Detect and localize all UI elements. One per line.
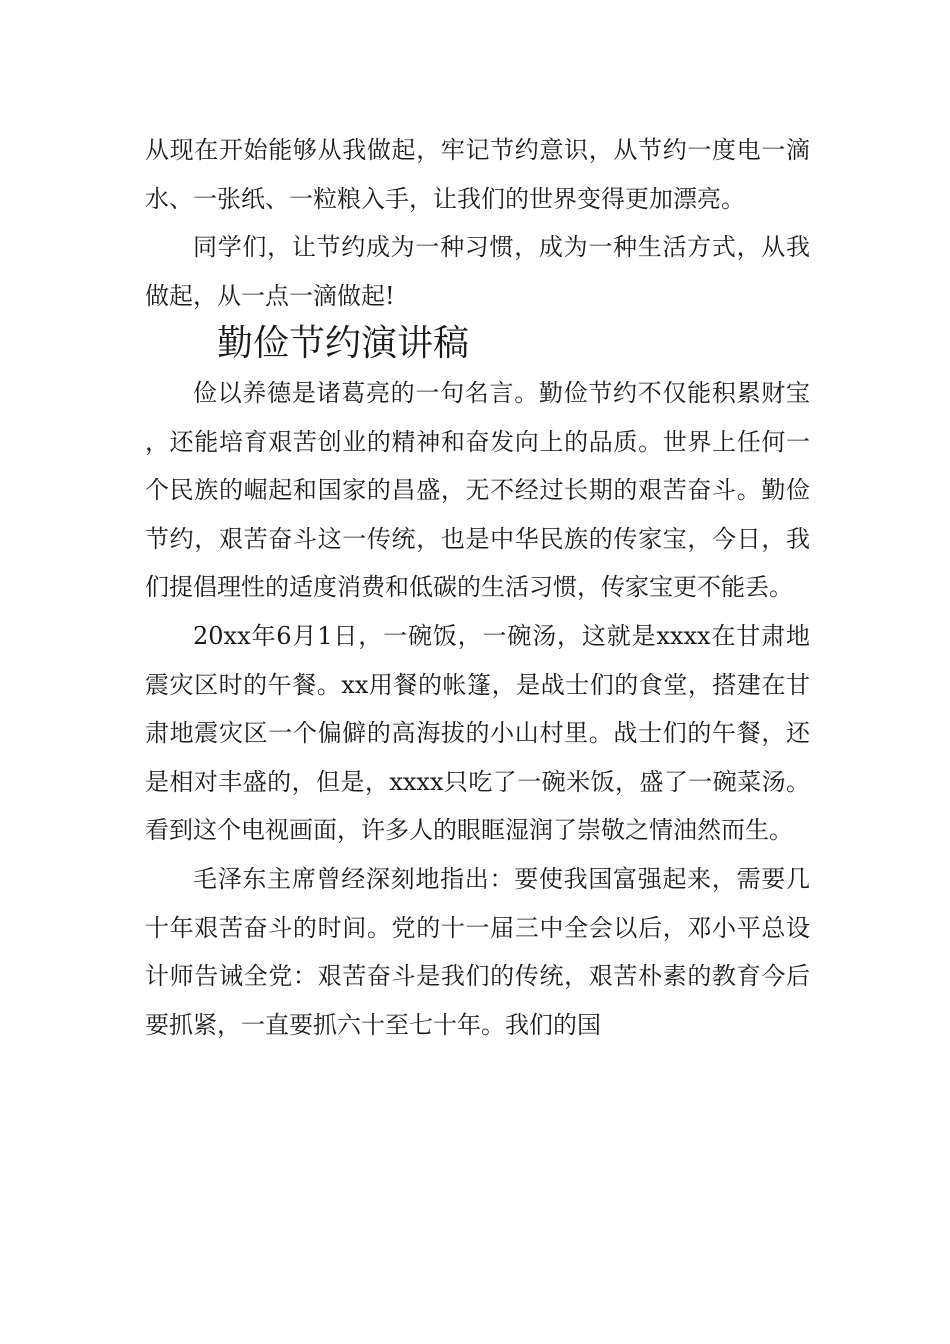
paragraph-earthquake-meal: 20xx年6月1日，一碗饭，一碗汤，这就是xxxx在甘肃地震灾区时的午餐。xx用餐的帐篷，是战士们的食堂，搭建在甘肃地震灾区一个偏僻的高海拔的小山村里。战士们的午餐，还是相对丰盛的，但是，xxxx只吃了一碗米饭，盛了一碗菜汤。看到这个电视画面，许多人的眼眶湿润了崇敬之情油然而生。 bbox=[145, 621, 810, 845]
speech-heading: 勤俭节约演讲稿 bbox=[217, 323, 470, 365]
document-page bbox=[145, 126, 810, 1049]
paragraph-saving-intro: 从现在开始能够从我做起，牢记节约意识，从节约一度电一滴水、一张纸、一粒粮入手，让我们的世界变得更加漂亮。 bbox=[145, 136, 810, 213]
paragraph-thrift-virtue: 俭以养德是诸葛亮的一句名言。勤俭节约不仅能积累财宝，还能培育艰苦创业的精神和奋发向上的品质。世界上任何一个民族的崛起和国家的昌盛，无不经过长期的艰苦奋斗。勤俭节约，艰苦奋斗这一传统，也是中华民族的传家宝，今日，我们提倡理性的适度消费和低碳的生活习惯，传家宝更不能丢。 bbox=[145, 378, 810, 602]
paragraph-students-call: 同学们，让节约成为一种习惯，成为一种生活方式，从我做起，从一点一滴做起! bbox=[145, 233, 810, 310]
paragraph-hard-struggle: 毛泽东主席曾经深刻地指出：要使我国富强起来，需要几十年艰苦奋斗的时间。党的十一届三中全会以后，邓小平总设计师告诫全党：艰苦奋斗是我们的传统，艰苦朴素的教育今后要抓紧，一直要抓六十至七十年。我们的国 bbox=[145, 864, 810, 1039]
